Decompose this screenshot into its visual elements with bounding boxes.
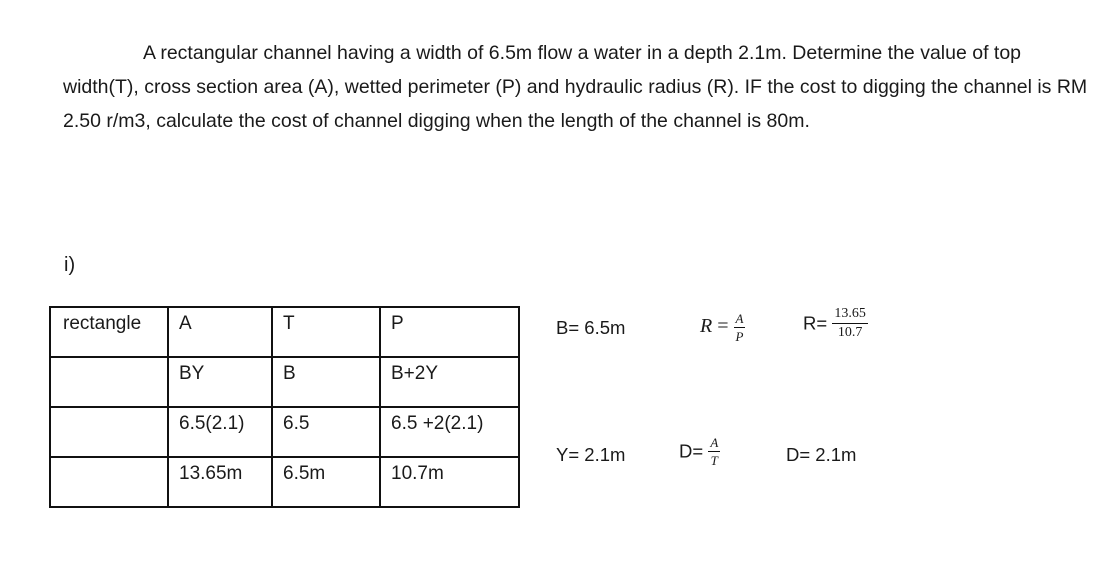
table-cell: B+2Y (380, 357, 519, 407)
d-formula (679, 436, 720, 467)
table-cell (50, 457, 168, 507)
table-cell: 6.5 +2(2.1) (380, 407, 519, 457)
d-formula-denominator: T (710, 453, 718, 468)
r-value-numerator: 13.65 (832, 307, 868, 324)
table-row (50, 357, 519, 407)
b-value: B= 6.5m (556, 317, 626, 338)
table-cell: 6.5 (272, 407, 380, 457)
problem-statement (63, 36, 1098, 138)
r-formula-numerator: A (735, 311, 744, 326)
table-cell: 6.5m (272, 457, 380, 507)
table-row (50, 307, 519, 357)
table-cell: A (168, 307, 272, 357)
table-cell: T (272, 307, 380, 357)
r-formula-eq: = (717, 315, 729, 338)
problem-text: A rectangular channel having a width of 6.5m flow a water in a depth 2.1m. Determine the value of top width(T), cross section area (A), wetted perimeter (P) and hydraulic radius (R). IF the cost to digging the channel is RM 2.50 r/m3, calculate the cost of channel digging when the length of the channel is 80m. (63, 42, 1088, 132)
table-cell: 6.5(2.1) (168, 407, 272, 457)
r-value-fraction (832, 307, 868, 340)
table-cell: BY (168, 357, 272, 407)
r-formula (700, 312, 745, 343)
table-cell: rectangle (50, 307, 168, 357)
channel-table (49, 306, 520, 508)
d-value: D= 2.1m (786, 444, 857, 465)
table-cell (50, 407, 168, 457)
table-cell: P (380, 307, 519, 357)
table-cell: B (272, 357, 380, 407)
table-cell: 13.65m (168, 457, 272, 507)
r-value-denominator: 10.7 (837, 325, 863, 340)
table-row (50, 407, 519, 457)
r-formula-fraction (734, 312, 746, 343)
r-value-lhs: R= (803, 312, 828, 334)
r-formula-lhs: R (700, 315, 713, 338)
d-formula-numerator: A (710, 435, 719, 450)
y-value: Y= 2.1m (556, 444, 626, 465)
r-formula-denominator: P (735, 329, 744, 344)
d-formula-fraction (708, 436, 720, 467)
r-value (803, 307, 868, 340)
table-cell: 10.7m (380, 457, 519, 507)
d-formula-lhs: D= (679, 440, 704, 462)
part-label: i) (64, 254, 76, 276)
table-row (50, 457, 519, 507)
table-cell (50, 357, 168, 407)
